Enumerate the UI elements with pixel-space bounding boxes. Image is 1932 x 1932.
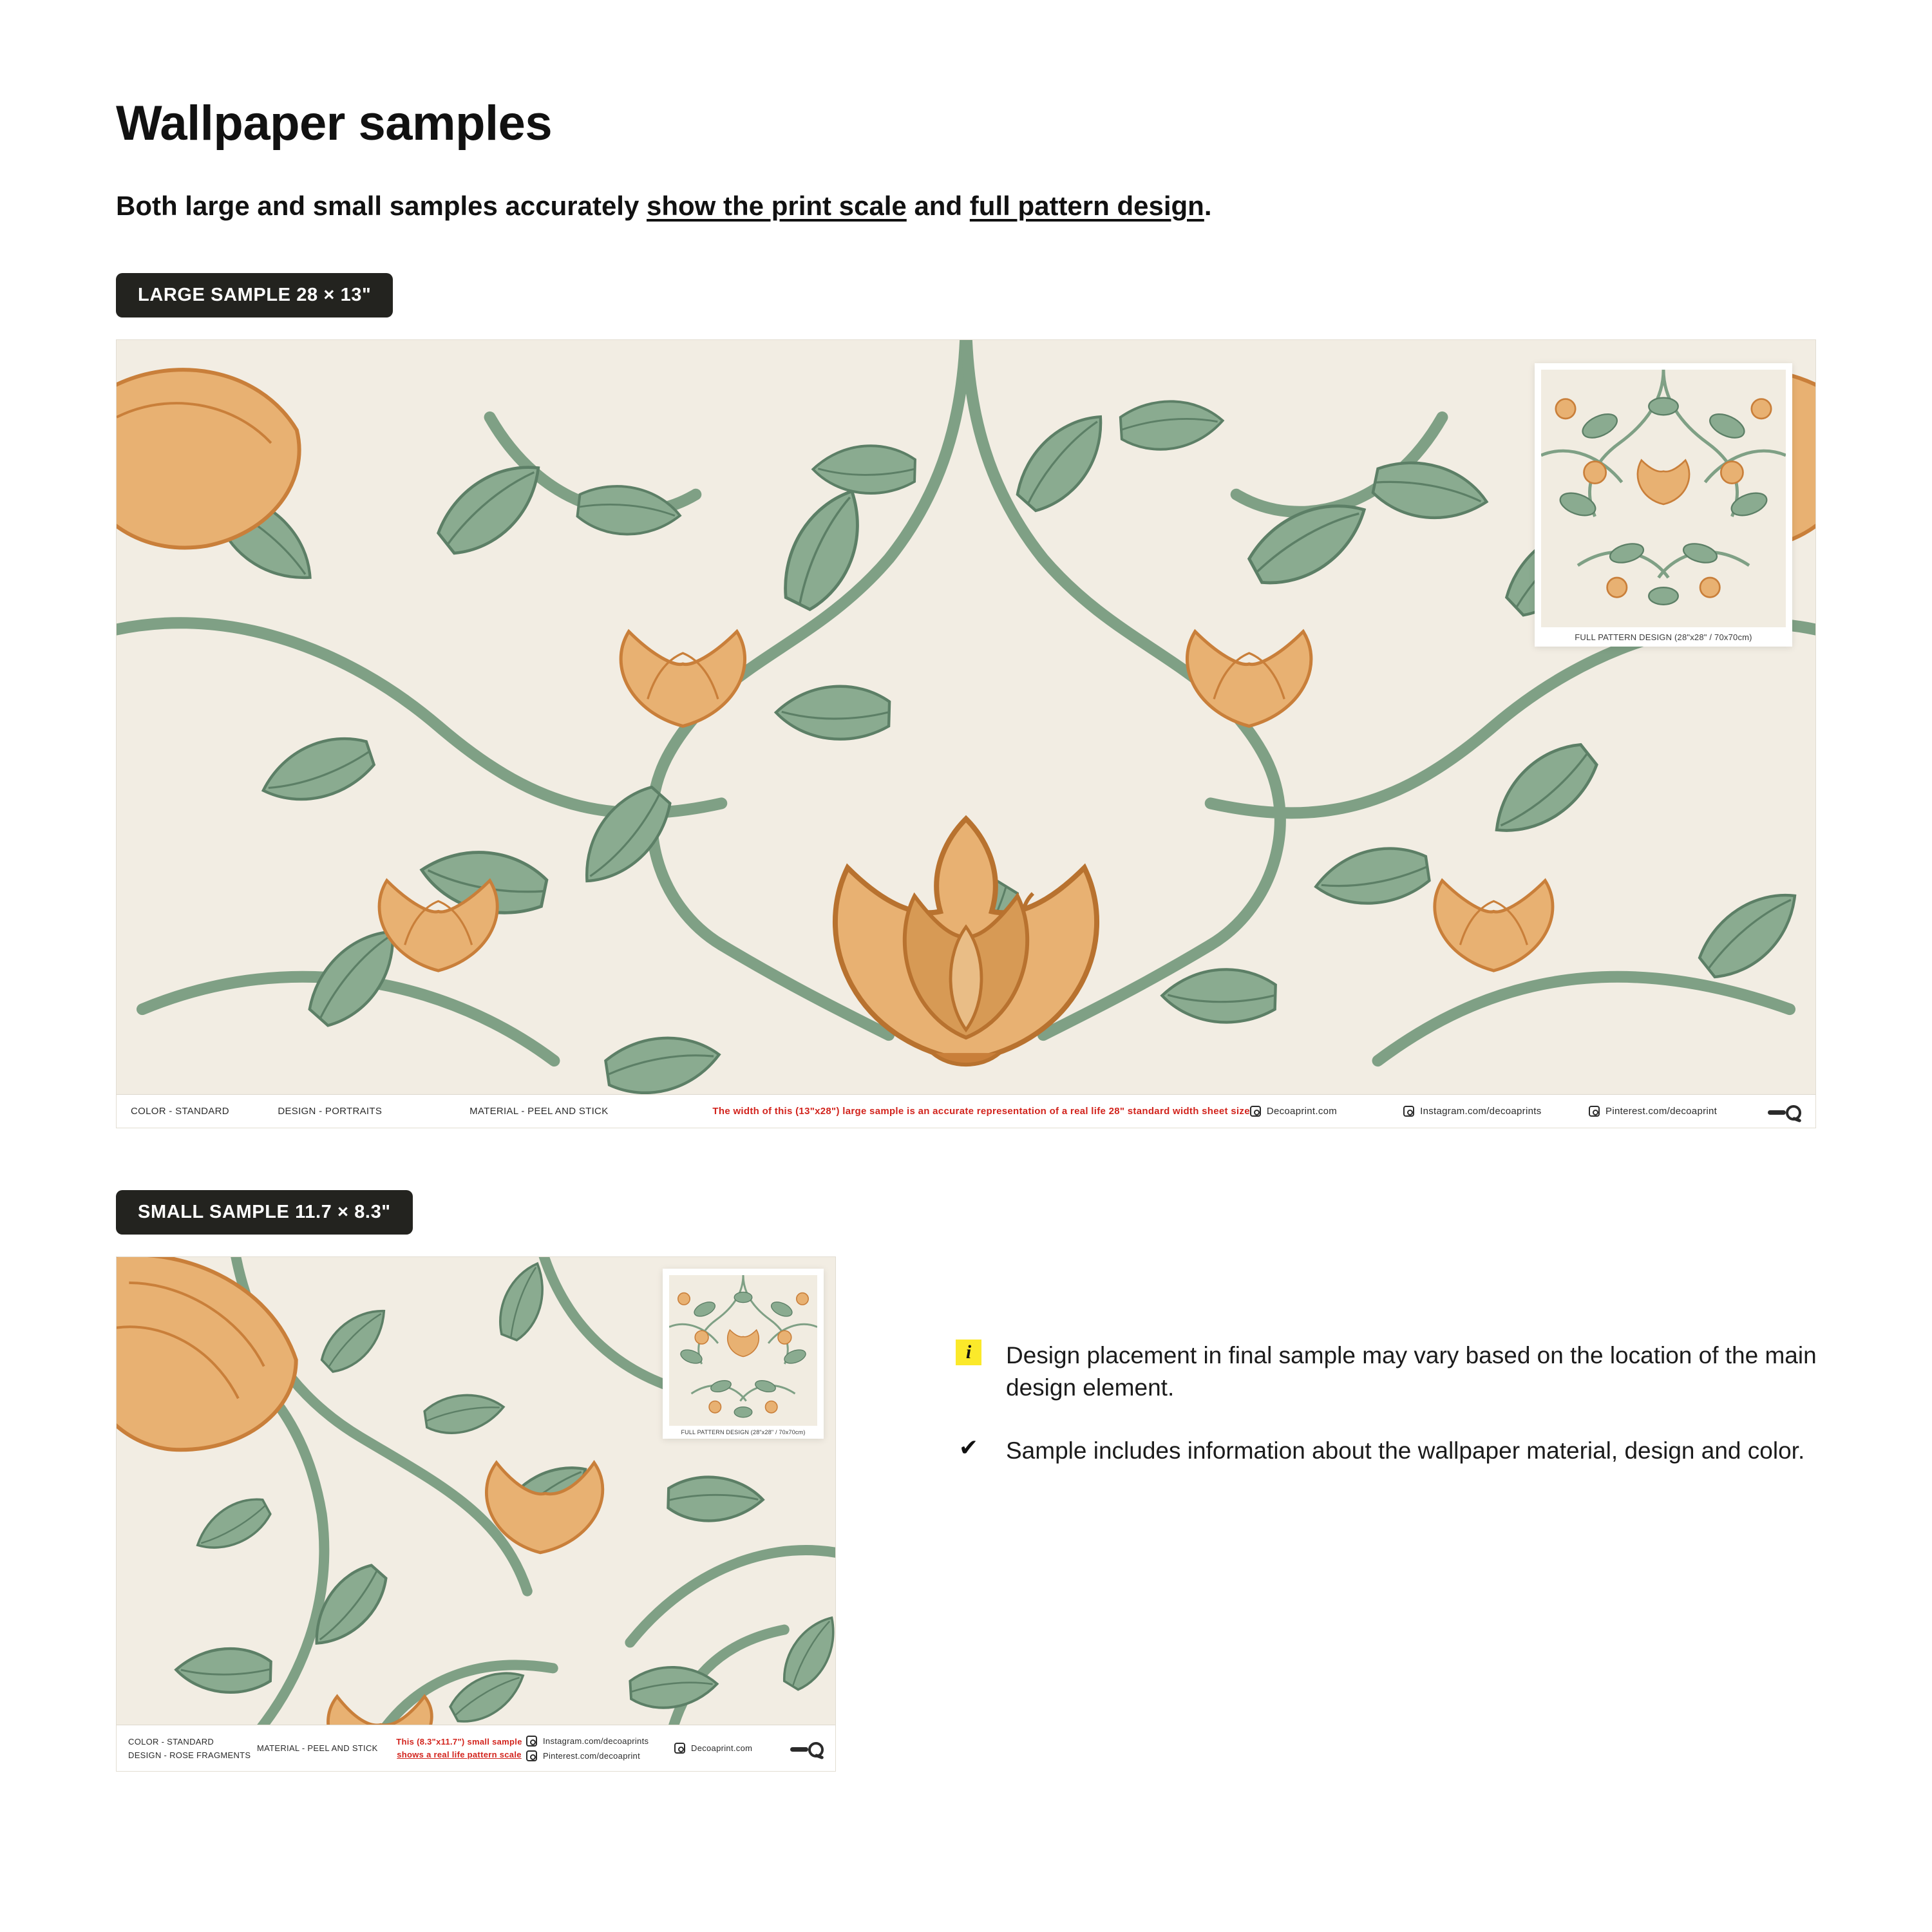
pattern-thumbnail-caption: FULL PATTERN DESIGN (28"x28" / 70x70cm) (1575, 632, 1752, 642)
small-sample-infobar (117, 1725, 835, 1771)
infobar-color-design-group (128, 1737, 257, 1760)
pattern-thumbnail-image (1541, 370, 1786, 627)
infobar-material: MATERIAL - PEEL AND STICK (469, 1106, 609, 1117)
globe-icon-small (674, 1743, 685, 1754)
infobar-color-small: COLOR - STANDARD (128, 1736, 214, 1747)
page-title: Wallpaper samples (116, 96, 553, 151)
brand-logo-icon (1768, 1103, 1801, 1121)
infobar-scale-note: The width of this (13"x28") large sample is an accurate representation of a real life 28" standard width sheet size (712, 1106, 1250, 1117)
infobar-design-small: DESIGN - ROSE FRAGMENTS (128, 1750, 251, 1760)
page-subtitle (116, 188, 1816, 225)
brand-logo-icon-small (790, 1739, 824, 1757)
infobar-instagram-label: Instagram.com/decoaprints (1420, 1106, 1542, 1117)
notes-list (953, 1340, 1842, 1498)
note-icon-wrap (953, 1435, 984, 1467)
infobar-instagram-label-small: Instagram.com/decoaprints (543, 1736, 649, 1746)
infobar-instagram (1403, 1106, 1589, 1117)
infobar-pinterest-label: Pinterest.com/decoaprint (1605, 1106, 1718, 1117)
note-icon-wrap (953, 1340, 984, 1404)
large-sample-pattern-thumbnail (1535, 363, 1792, 647)
infobar-pinterest-small (526, 1750, 674, 1761)
note-item (953, 1340, 1842, 1404)
note-text: Design placement in final sample may vary based on the location of the main design element. (1006, 1342, 1817, 1401)
small-sample-wrap (116, 1256, 1816, 1772)
subtitle-text-2: and (906, 190, 970, 221)
infobar-website-label-small: Decoaprint.com (691, 1743, 753, 1754)
globe-icon (1250, 1106, 1261, 1117)
large-sample-image (116, 339, 1816, 1128)
infobar-color: COLOR - STANDARD (131, 1106, 229, 1117)
subtitle-emphasis-2: full pattern design (969, 190, 1204, 221)
large-sample-badge: LARGE SAMPLE 28 × 13" (116, 273, 393, 317)
pinterest-icon-small (526, 1750, 537, 1761)
note-item (953, 1435, 1842, 1467)
instagram-icon-small (526, 1736, 537, 1747)
infobar-instagram-small (526, 1736, 674, 1747)
infobar-pinterest-label-small: Pinterest.com/decoaprint (543, 1750, 640, 1761)
subtitle-text-3: . (1204, 190, 1212, 221)
subtitle-text-1: Both large and small samples accurately (116, 190, 647, 221)
pattern-thumbnail-image-small (669, 1275, 817, 1426)
infobar-website-label: Decoaprint.com (1266, 1106, 1338, 1117)
check-icon: ✔ (958, 1434, 979, 1461)
small-sample-pattern-thumbnail (663, 1269, 824, 1439)
large-sample-wrap (116, 339, 1816, 1128)
infobar-scale-note-small (392, 1736, 526, 1761)
infobar-website (1250, 1106, 1403, 1117)
infobar-material-small: MATERIAL - PEEL AND STICK (257, 1743, 378, 1754)
infobar-scale-note-underline: shows a real life pattern scale (397, 1749, 522, 1759)
instagram-icon (1403, 1106, 1414, 1117)
note-text: Sample includes information about the wallpaper material, design and color. (1006, 1437, 1805, 1464)
pinterest-icon (1589, 1106, 1600, 1117)
small-sample-badge: SMALL SAMPLE 11.7 × 8.3" (116, 1190, 413, 1235)
info-icon: i (956, 1340, 981, 1365)
small-sample-image (116, 1256, 836, 1772)
infobar-design: DESIGN - PORTRAITS (278, 1106, 383, 1117)
subtitle-emphasis-1: show the print scale (647, 190, 907, 221)
infobar-pinterest (1589, 1106, 1768, 1117)
infobar-website-small (674, 1743, 790, 1754)
infobar-scale-note-plain: This (8.3"x11.7") small sample (396, 1737, 522, 1747)
infobar-social-group (526, 1736, 674, 1761)
pattern-thumbnail-caption-small: FULL PATTERN DESIGN (28"x28" / 70x70cm) (681, 1429, 806, 1436)
large-sample-infobar (117, 1094, 1815, 1128)
